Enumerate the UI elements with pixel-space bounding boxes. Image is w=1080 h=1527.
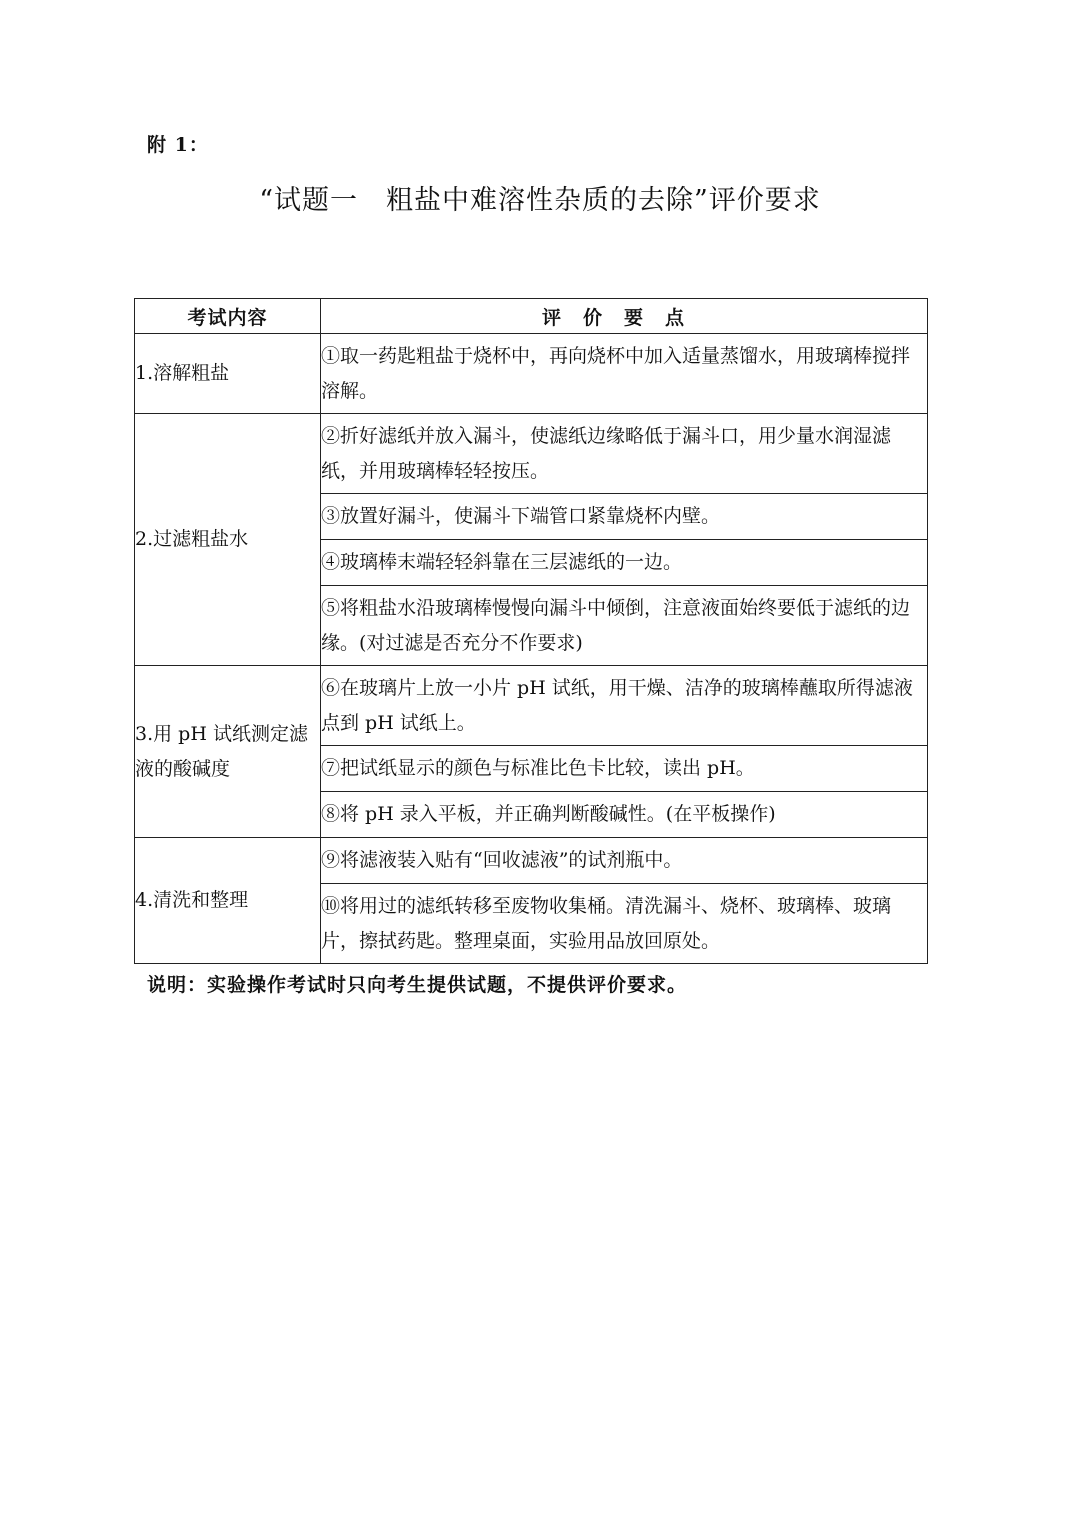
exam-content-cell: 2.过滤粗盐水	[135, 414, 321, 666]
evaluation-point-cell: ①取一药匙粗盐于烧杯中，再向烧杯中加入适量蒸馏水，用玻璃棒搅拌溶解。	[321, 334, 928, 414]
evaluation-point-cell: ⑨将滤液装入贴有“回收滤液”的试剂瓶中。	[321, 838, 928, 884]
evaluation-point-cell: ④玻璃棒末端轻轻斜靠在三层滤纸的一边。	[321, 540, 928, 586]
evaluation-point-cell: ⑩将用过的滤纸转移至废物收集桶。清洗漏斗、烧杯、玻璃棒、玻璃片，擦拭药匙。整理桌面，实验用品放回原处。	[321, 884, 928, 964]
evaluation-table	[134, 298, 928, 964]
evaluation-point-cell: ⑤将粗盐水沿玻璃棒慢慢向漏斗中倾倒，注意液面始终要低于滤纸的边缘。(对过滤是否充分不作要求)	[321, 586, 928, 666]
page-title: “试题一 粗盐中难溶性杂质的去除”评价要求	[259, 185, 821, 216]
table-header-row	[135, 299, 928, 334]
exam-content-cell: 1.溶解粗盐	[135, 334, 321, 414]
evaluation-point-cell: ⑥在玻璃片上放一小片 pH 试纸，用干燥、洁净的玻璃棒蘸取所得滤液点到 pH 试纸上。	[321, 666, 928, 746]
evaluation-point-cell: ⑧将 pH 录入平板，并正确判断酸碱性。(在平板操作)	[321, 792, 928, 838]
table-row	[135, 666, 928, 746]
footnote: 说明：实验操作考试时只向考生提供试题，不提供评价要求。	[147, 974, 688, 996]
table-row	[135, 334, 928, 414]
annex-label: 附 1：	[147, 134, 209, 156]
table-row	[135, 414, 928, 494]
exam-content-cell: 4.清洗和整理	[135, 838, 321, 964]
exam-content-cell: 3.用 pH 试纸测定滤液的酸碱度	[135, 666, 321, 838]
column-header-points: 评价要点	[321, 299, 928, 334]
table-row	[135, 838, 928, 884]
evaluation-point-cell: ③放置好漏斗，使漏斗下端管口紧靠烧杯内壁。	[321, 494, 928, 540]
column-header-content: 考试内容	[135, 299, 321, 334]
evaluation-point-cell: ⑦把试纸显示的颜色与标准比色卡比较，读出 pH。	[321, 746, 928, 792]
evaluation-point-cell: ②折好滤纸并放入漏斗，使滤纸边缘略低于漏斗口，用少量水润湿滤纸，并用玻璃棒轻轻按压。	[321, 414, 928, 494]
